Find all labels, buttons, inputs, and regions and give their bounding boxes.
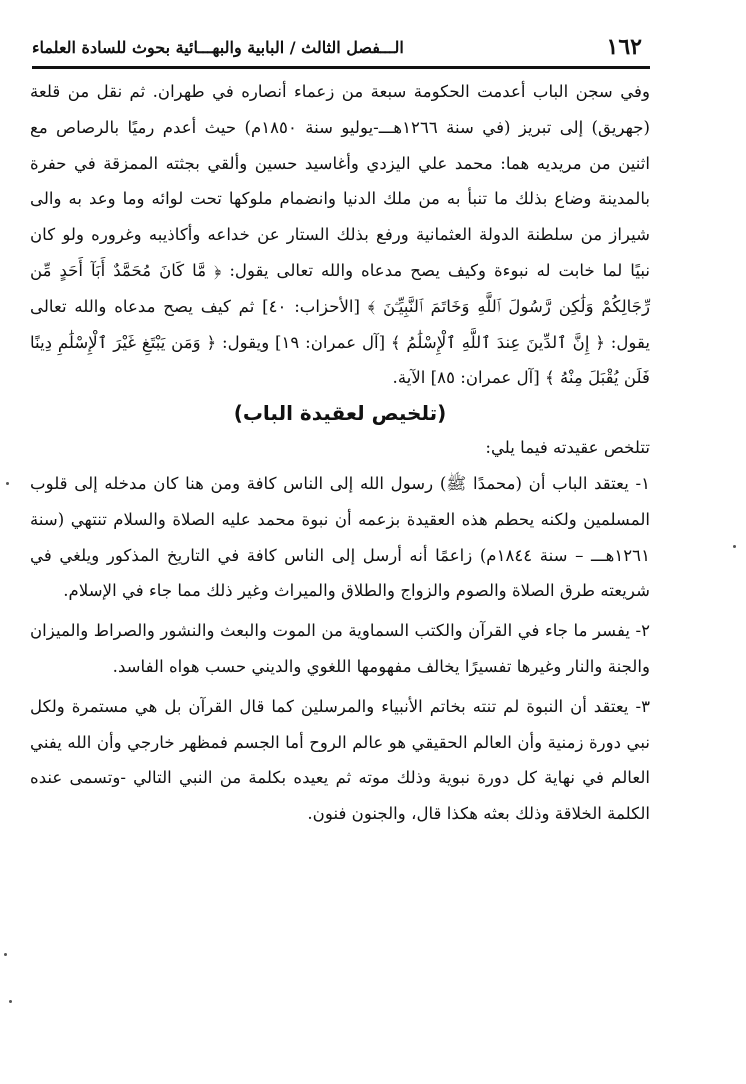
section-heading: (تلخيص لعقيدة الباب) xyxy=(233,401,447,426)
page-header xyxy=(32,32,650,69)
belief-item-2: ٢- يفسر ما جاء في القرآن والكتب السماوية من الموت والبعث والنشور والصراط والميزان والجنة والنار وغيرها تفسيرًا يخالف مفهومها اللغوي والديني حسب هواه الفاسد. xyxy=(30,621,650,676)
running-title: الـــفصل الثالث / البابية والبهـــائية بحوث للسادة العلماء xyxy=(32,38,404,57)
page-number: ١٦٢ xyxy=(606,34,642,60)
scan-speck xyxy=(4,953,7,956)
scan-speck xyxy=(9,1000,12,1003)
page-body xyxy=(30,74,650,832)
scan-speck xyxy=(6,482,9,485)
belief-item-3: ٣- يعتقد أن النبوة لم تنته بخاتم الأنبياء والمرسلين كما قال القرآن بل هي مستمرة ولكل نبي دورة زمنية وأن العالم الحقيقي هو عالم الروح أما الجسم فمظهر خارجي وأن الله يفني العالم في نهاية كل دورة نبوية وذلك موته ثم يعيده بكلمة من النبي التالي -وتسمى عنده الكلمة الخلاقة وذلك بعثه هكذا قال، والجنون فنون. xyxy=(30,696,650,824)
paragraph-execution-of-bab: وفي سجن الباب أعدمت الحكومة سبعة من زعماء أنصاره في طهران. ثم نقل من قلعة (جهريق) إلى تبريز (في سنة ١٢٦٦هـــ-يوليو سنة ١٨٥٠م) حيث أعدم رميًا بالرصاص مع اثنين من مريديه هما: محمد علي اليزدي وأغاسيد حسين وألقي بجثته الممزقة في حفرة بالمدينة وضاع بذلك ما تنبأ به من ملك الدنيا وانضمام ملوكها تحت لوائه وما وعد به والى شيراز من سلطنة الدولة العثمانية ورفع بذلك الستار عن خداعه وأكاذيبه وغروره ولو كان نبيًا لما خابت له نبوءة وكيف يصح مدعاه والله تعالى يقول: ﴿ مَّا كَانَ مُحَمَّدٌ أَبَآ أَحَدٍ مِّن رِّجَالِكُمْ وَلَٰكِن رَّسُولَ ٱللَّهِ وَخَاتَمَ ٱلنَّبِيِّـۧنَ ﴾ [الأحزاب: ٤٠] ثم كيف يصح مدعاه والله تعالى يقول: ﴿ إِنَّ ٱلدِّينَ عِندَ ٱللَّهِ ٱلْإِسْلَٰمُ ﴾ [آل عمران: ١٩] ويقول: ﴿ وَمَن يَبْتَغِ غَيْرَ ٱلْإِسْلَٰمِ دِينًا فَلَن يُقْبَلَ مِنْهُ ﴾ [آل عمران: ٨٥] الآية. xyxy=(30,82,650,388)
summary-lead-in: تتلخص عقيدته فيما يلي: xyxy=(485,438,650,458)
scan-speck xyxy=(733,545,736,548)
belief-item-1: ١- يعتقد الباب أن (محمدًا ﷺ) رسول الله إلى الناس كافة ومن هنا كان مدخله إلى قلوب المسلمين ولكنه يحطم هذه العقيدة بزعمه أن نبوة محمد عليه الصلاة والسلام تنتهي (سنة ١٢٦١هـــ – سنة ١٨٤٤م) زاعمًا أنه أرسل إلى الناس كافة في التاريخ المذكور ويلغي في شريعته طرق الصلاة والصوم والزواج والطلاق والميراث وغير ذلك مما جاء في الإسلام. xyxy=(30,473,650,601)
